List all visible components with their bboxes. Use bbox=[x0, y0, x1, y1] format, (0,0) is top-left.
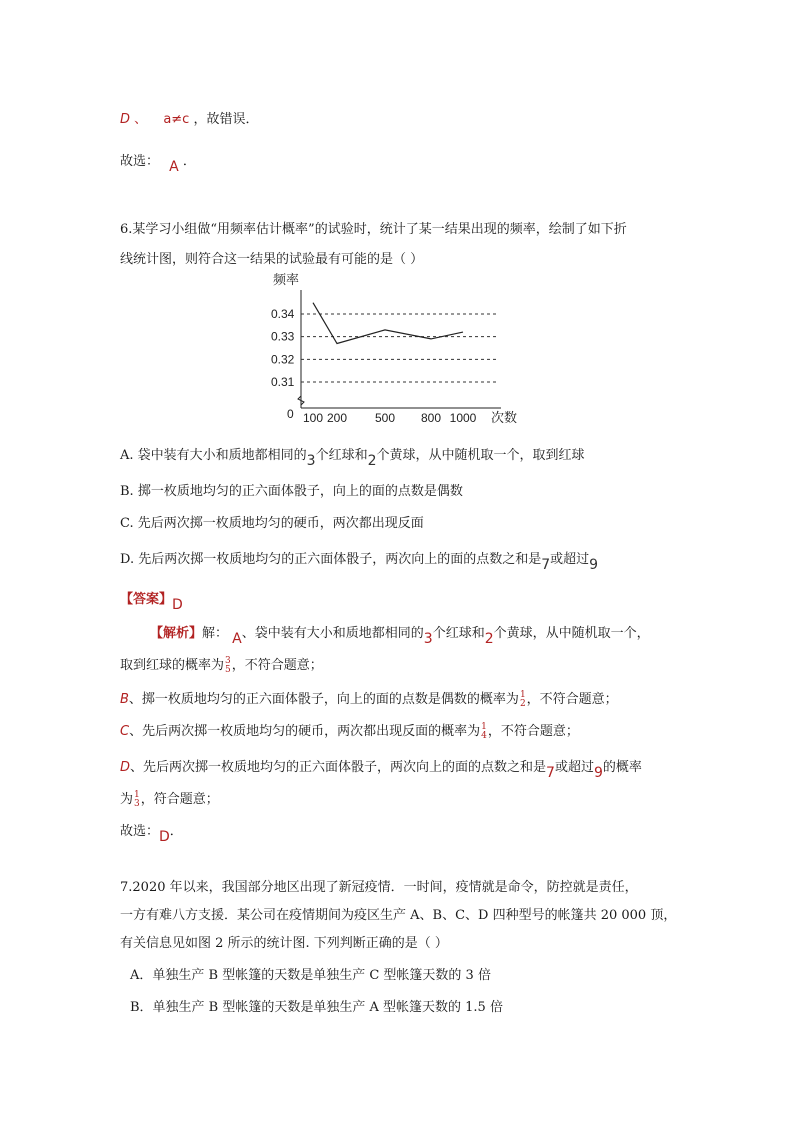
q6-analysis-label: 【解析】 bbox=[150, 626, 203, 641]
chart-y-label: 频率 bbox=[273, 272, 300, 287]
q6-option-a-num2: 2 bbox=[367, 453, 377, 469]
q6-analysis-a-text1: 袋中装有大小和质地都相同的 bbox=[254, 626, 424, 641]
q6-analysis-a-text2: 个红球和 bbox=[432, 626, 485, 641]
chart-x-label: 次数 bbox=[491, 410, 518, 425]
q6-stem-line2: 线统计图，则符合这一结果的试验最有可能的是（ ） bbox=[120, 252, 424, 267]
chart-series-line bbox=[313, 303, 463, 344]
chart-origin-label: 0 bbox=[287, 407, 294, 421]
q7-line1: 7.2020 年以来，我国部分地区出现了新冠疫情．一时间，疫情就是命令，防控就是责任， bbox=[120, 880, 638, 895]
q6-analysis-b bbox=[120, 688, 618, 709]
q6-analysis-a-letter: A bbox=[232, 631, 242, 647]
prev-select-end: ． bbox=[182, 154, 196, 169]
q6-option-a-text1: A. 袋中装有大小和质地都相同的 bbox=[120, 448, 307, 463]
chart-y-tick-label: 0.33 bbox=[271, 329, 295, 344]
q6-analysis-c-fraction: 1 4 bbox=[481, 721, 487, 741]
q6-analysis-b-letter: B bbox=[120, 692, 129, 707]
chart-y-tick-label: 0.32 bbox=[271, 352, 295, 367]
q6-analysis-jie: 解： bbox=[202, 626, 229, 641]
q7-line3: 有关信息见如图 2 所示的统计图. 下列判断正确的是（ ） bbox=[120, 936, 448, 951]
q6-analysis-d bbox=[120, 756, 642, 781]
q6-analysis-select-value: D bbox=[159, 829, 170, 845]
q6-analysis-c-end: ，不符合题意； bbox=[487, 724, 579, 739]
q6-analysis-a-line2-end: ，不符合题意； bbox=[231, 658, 323, 673]
q6-analysis-b-fraction: 1 2 bbox=[519, 689, 526, 709]
q6-analysis-c-text: 、先后两次掷一枚质地均匀的硬币，两次都出现反面的概率为 bbox=[129, 724, 481, 739]
q6-option-d-text2: 或超过 bbox=[550, 552, 590, 567]
q6-analysis-a-sep: 、 bbox=[241, 626, 255, 641]
prev-option-d-line bbox=[120, 108, 258, 127]
chart-x-tick-label: 500 bbox=[374, 411, 396, 425]
q7-option-a: A．单独生产 B 型帐篷的天数是单独生产 C 型帐篷天数的 3 倍 bbox=[130, 968, 491, 983]
q6-analysis-b-end: ，不符合题意； bbox=[526, 692, 618, 707]
q6-analysis-d-line2-end: ，符合题意； bbox=[140, 792, 219, 807]
q6-analysis-a-num1: 3 bbox=[423, 631, 433, 647]
chart-x-tick-label: 1000 bbox=[449, 411, 477, 425]
q6-analysis-select bbox=[120, 820, 183, 845]
prev-select-value: A bbox=[169, 159, 179, 175]
chart-y-tick-label: 0.31 bbox=[271, 375, 295, 389]
q6-option-a-num1: 3 bbox=[306, 453, 316, 469]
q6-analysis-a-num2: 2 bbox=[484, 631, 494, 647]
q6-option-a-text2: 个红球和 bbox=[315, 448, 368, 463]
chart-y-tick-label: 0.34 bbox=[271, 307, 295, 321]
q6-option-a bbox=[120, 444, 585, 469]
q6-analysis-d-line2-text: 为 bbox=[120, 792, 134, 807]
q6-analysis-d-end: 的概率 bbox=[602, 760, 642, 775]
q6-analysis-c bbox=[120, 720, 579, 741]
q6-analysis-d-mid: 或超过 bbox=[554, 760, 594, 775]
q6-option-b: B. 掷一枚质地均匀的正六面体骰子，向上的面的点数是偶数 bbox=[120, 484, 463, 499]
q6-analysis-a-text3: 个黄球，从中随机取一个， bbox=[493, 626, 650, 641]
q6-analysis-d-letter: D bbox=[120, 760, 131, 775]
q6-analysis-c-letter: C bbox=[120, 724, 130, 739]
q6-analysis-d-text: 、先后两次掷一枚质地均匀的正六面体骰子，两次向上的面的点数之和是 bbox=[130, 760, 547, 775]
q6-analysis-a-line2: 取到红球的概率为 bbox=[120, 658, 225, 673]
q7-line2: 一方有难八方支援．某公司在疫情期间为疫区生产 A、B、C、D 四种型号的帐篷共 20 000 顶， bbox=[120, 908, 677, 923]
prev-option-d-tail: ，故错误． bbox=[193, 112, 259, 127]
chart-x-tick-label: 100 bbox=[302, 411, 324, 425]
chart-x-tick-label: 200 bbox=[326, 411, 348, 425]
q6-analysis-d-line2 bbox=[120, 788, 219, 809]
prev-option-d-expr: a≠c bbox=[163, 112, 190, 127]
q6-analysis-d-fraction: 1 3 bbox=[134, 789, 140, 809]
q6-option-d-text1: D. 先后两次掷一枚质地均匀的正六面体骰子，两次向上的面的点数之和是 bbox=[120, 552, 542, 567]
q6-answer-value: D bbox=[172, 597, 183, 613]
q7-option-b: B．单独生产 B 型帐篷的天数是单独生产 A 型帐篷天数的 1.5 倍 bbox=[130, 1000, 503, 1015]
q6-analysis-a-fraction: 3 5 bbox=[225, 655, 231, 675]
q6-option-a-text3: 个黄球，从中随机取一个，取到红球 bbox=[376, 448, 585, 463]
q6-option-d-num1: 7 bbox=[541, 557, 551, 573]
q6-analysis-select-label: 故选： bbox=[120, 824, 160, 839]
frequency-line-chart bbox=[265, 268, 535, 428]
q6-analysis-select-end: ． bbox=[169, 824, 183, 839]
prev-option-d-sep: 、 bbox=[134, 112, 148, 127]
q6-option-d-num2: 9 bbox=[589, 557, 599, 573]
q6-analysis-line2 bbox=[120, 654, 323, 675]
q6-analysis-b-text: 、掷一枚质地均匀的正六面体骰子，向上的面的点数是偶数的概率为 bbox=[128, 692, 519, 707]
q6-stem-line1: 6.某学习小组做“用频率估计概率”的试验时，统计了某一结果出现的频率，绘制了如下折 bbox=[120, 222, 627, 237]
chart-x-tick-label: 800 bbox=[420, 411, 442, 425]
q6-option-d bbox=[120, 548, 599, 573]
prev-option-d-letter: D bbox=[120, 112, 131, 127]
q6-answer bbox=[120, 588, 183, 613]
q6-option-c: C. 先后两次掷一枚质地均匀的硬币，两次都出现反面 bbox=[120, 516, 424, 531]
q6-answer-label: 【答案】 bbox=[120, 592, 173, 607]
q6-analysis-d-num2: 9 bbox=[593, 765, 603, 781]
prev-select-line bbox=[120, 150, 196, 175]
q6-analysis-d-num1: 7 bbox=[546, 765, 555, 781]
q6-analysis-line1 bbox=[150, 622, 650, 647]
prev-select-label: 故选： bbox=[120, 154, 160, 169]
